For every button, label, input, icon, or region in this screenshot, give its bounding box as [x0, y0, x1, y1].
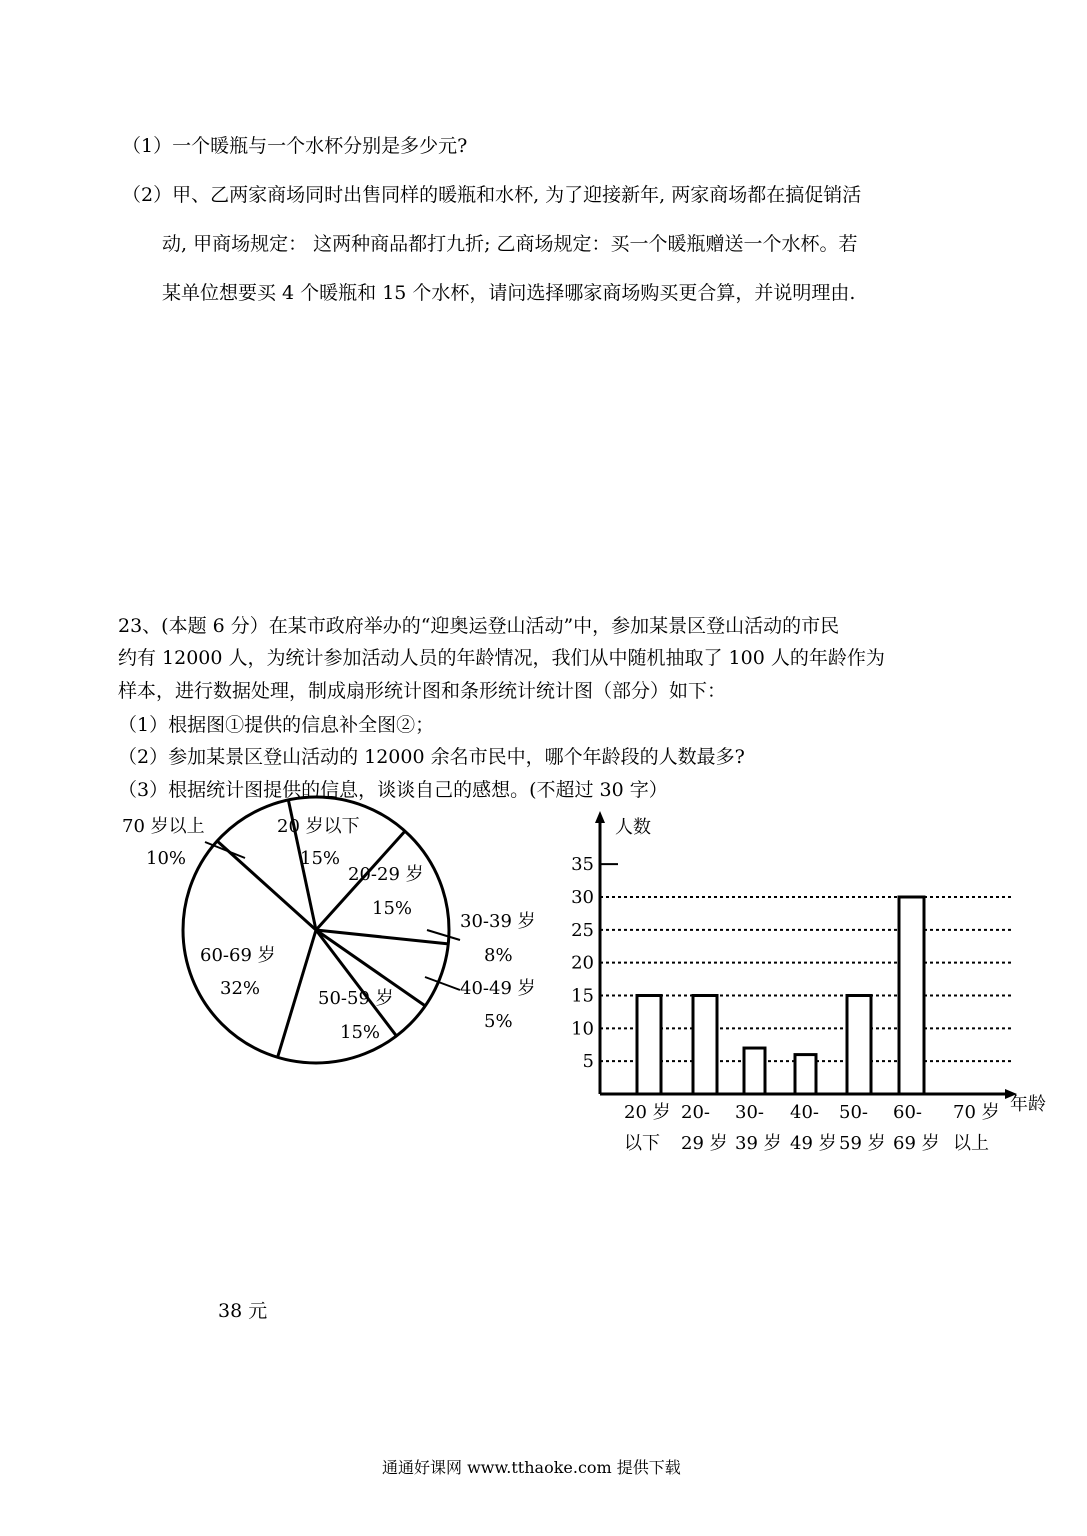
bar-category-label: 30-	[735, 1102, 764, 1123]
bar-y-axis-label: 人数	[615, 817, 651, 838]
bar-category-label: 59 岁	[839, 1133, 886, 1154]
q22-sub2-line2: 动, 甲商场规定： 这两种商品都打九折; 乙商场规定：买一个暖瓶赠送一个水杯。若	[162, 233, 858, 255]
pie-slice-percent: 32%	[220, 978, 261, 999]
bar-y-tick-label: 35	[571, 854, 594, 876]
bar-rect	[637, 996, 661, 1095]
q22-sub1: （1）一个暖瓶与一个水杯分别是多少元?	[122, 135, 468, 157]
bar-rect	[847, 996, 871, 1095]
pie-slice-percent: 5%	[484, 1011, 513, 1032]
pie-slice-label: 40-49 岁	[460, 978, 536, 999]
bar-rect	[744, 1048, 765, 1094]
q22-sub2-line1: （2）甲、乙两家商场同时出售同样的暖瓶和水杯, 为了迎接新年, 两家商场都在搞促销活	[122, 184, 862, 206]
bar-category-label: 40-	[790, 1102, 819, 1123]
bar-category-label: 60-	[893, 1102, 922, 1123]
q23-line1: 23、(本题 6 分）在某市政府举办的“迎奥运登山活动”中，参加某景区登山活动的市民	[118, 615, 840, 637]
bar-rect	[693, 996, 717, 1095]
pie-slice-label: 60-69 岁	[200, 945, 276, 966]
q23-sub3: （3）根据统计图提供的信息，谈谈自己的感想。(不超过 30 字）	[118, 779, 668, 801]
bar-y-tick-label: 25	[571, 919, 594, 941]
pie-slice-percent: 10%	[146, 848, 187, 869]
bar-category-label: 69 岁	[893, 1133, 940, 1154]
q22-sub2-line3: 某单位想要买 4 个暖瓶和 15 个水杯，请问选择哪家商场购买更合算，并说明理由.	[162, 282, 856, 304]
q23-line3: 样本，进行数据处理，制成扇形统计图和条形统计统计图（部分）如下：	[118, 680, 727, 702]
bar-category-label: 29 岁	[681, 1133, 728, 1154]
bar-rect	[795, 1055, 816, 1094]
pie-slice-percent: 15%	[372, 898, 413, 919]
answer-note: 38 元	[218, 1300, 268, 1322]
bar-y-tick-label: 10	[571, 1018, 594, 1040]
pie-slice-label: 20 岁以下	[277, 816, 360, 837]
bar-y-tick-label: 30	[571, 887, 594, 908]
q23-sub2: （2）参加某景区登山活动的 12000 余名市民中，哪个年龄段的人数最多?	[118, 746, 745, 768]
bar-x-axis-label: 年龄	[1010, 1094, 1046, 1115]
bar-category-label: 50-	[839, 1102, 868, 1123]
bar-y-tick-label: 5	[582, 1051, 594, 1073]
q23-sub1: （1）根据图①提供的信息补全图②；	[118, 714, 435, 736]
pie-slice-label: 70 岁以上	[122, 816, 205, 837]
bar-y-axis-arrow	[595, 811, 605, 823]
bar-rect	[899, 897, 924, 1094]
bar-category-label: 70 岁	[953, 1102, 1000, 1123]
pie-slice-percent: 15%	[300, 848, 341, 869]
pie-slice-percent: 15%	[340, 1022, 381, 1043]
bar-category-label: 20 岁	[624, 1102, 671, 1123]
bar-y-tick-label: 15	[571, 985, 594, 1007]
pie-slice-label: 20-29 岁	[348, 864, 424, 885]
bar-category-label: 以上	[953, 1133, 989, 1154]
page-footer: 通通好课网 www.tthaoke.com 提供下载	[382, 1458, 681, 1477]
bar-y-tick-label: 20	[571, 952, 594, 974]
bar-category-label: 49 岁	[790, 1133, 837, 1154]
bar-category-label: 20-	[681, 1102, 710, 1123]
bar-category-label: 39 岁	[735, 1133, 782, 1154]
pie-slice-percent: 8%	[484, 945, 513, 966]
pie-slice-label: 30-39 岁	[460, 911, 536, 932]
q23-line2: 约有 12000 人，为统计参加活动人员的年龄情况，我们从中随机抽取了 100 人的年龄作为	[118, 647, 885, 669]
pie-slice-label: 50-59 岁	[318, 988, 394, 1009]
bar-category-label: 以下	[624, 1133, 660, 1154]
